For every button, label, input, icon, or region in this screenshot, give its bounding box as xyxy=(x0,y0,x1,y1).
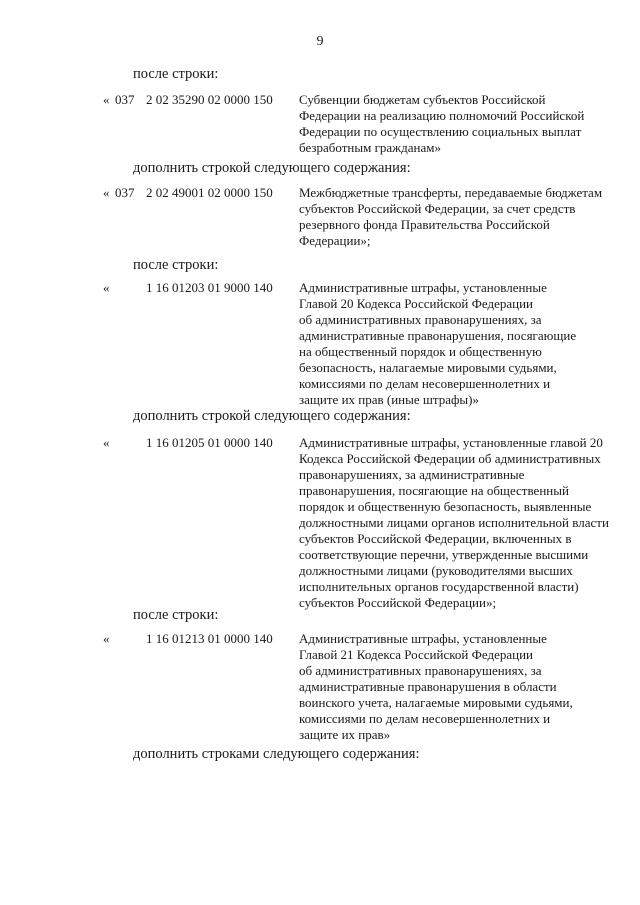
description-line: административные правонарушения в области xyxy=(299,679,557,694)
description-line: об административных правонарушениях, за xyxy=(299,663,542,678)
budget-code: 1 16 01213 01 0000 140 xyxy=(146,631,273,646)
description-line: об административных правонарушениях, за xyxy=(299,312,542,327)
opening-quote: « xyxy=(103,280,110,295)
row-description xyxy=(299,280,599,408)
page-number: 9 xyxy=(316,34,324,49)
description-line: резервного фонда Правительства Российской xyxy=(299,217,550,232)
description-line: исполнительных органов государственной власти) xyxy=(299,579,579,594)
row-description xyxy=(299,92,599,156)
description-line: порядок и общественную безопасность, выявленные xyxy=(299,499,592,514)
opening-quote: « xyxy=(103,631,110,646)
description-line: Федерации»; xyxy=(299,233,371,248)
description-line: воинского учета, налагаемые мировыми судьями, xyxy=(299,695,573,710)
description-line: комиссиями по делам несовершеннолетних и xyxy=(299,711,551,726)
description-line: безопасность, налагаемые мировыми судьями, xyxy=(299,360,557,375)
heading-after-line: после строки: xyxy=(133,607,219,623)
opening-quote: « xyxy=(103,435,110,450)
budget-code: 2 02 35290 02 0000 150 xyxy=(146,92,273,107)
description-line: должностными лицами органов исполнительной власти xyxy=(299,515,609,530)
admin-code: 037 xyxy=(115,92,135,107)
budget-code: 1 16 01205 01 0000 140 xyxy=(146,435,273,450)
description-line: защите их прав (иные штрафы)» xyxy=(299,392,480,407)
description-line: Кодекса Российской Федерации об административных xyxy=(299,451,601,466)
description-line: административные правонарушения, посягающие xyxy=(299,328,577,343)
description-line: субъектов Российской Федерации»; xyxy=(299,595,497,610)
heading-add-line: дополнить строкой следующего содержания: xyxy=(133,408,411,424)
description-line: Главой 21 Кодекса Российской Федерации xyxy=(299,647,533,662)
opening-quote: « xyxy=(103,185,110,200)
description-line: Межбюджетные трансферты, передаваемые бюджетам xyxy=(299,185,603,200)
row-description xyxy=(299,185,603,249)
heading-add-lines: дополнить строками следующего содержания: xyxy=(133,746,420,762)
description-line: должностными лицами (руководителями высших xyxy=(299,563,573,578)
description-line: Федерации по осуществлению социальных выплат xyxy=(299,124,582,139)
opening-quote: « xyxy=(103,92,110,107)
description-line: Административные штрафы, установленные xyxy=(299,631,547,646)
description-line: безработным гражданам» xyxy=(299,140,441,155)
description-line: правонарушениях, за административные xyxy=(299,467,525,482)
row-description xyxy=(299,631,599,743)
heading-after-line: после строки: xyxy=(133,66,219,82)
description-line: комиссиями по делам несовершеннолетних и xyxy=(299,376,551,391)
row-description xyxy=(299,435,609,611)
description-line: на общественный порядок и общественную xyxy=(299,344,542,359)
heading-after-line: после строки: xyxy=(133,257,219,273)
description-line: Административные штрафы, установленные xyxy=(299,280,547,295)
description-line: соответствующие перечни, утвержденные высшими xyxy=(299,547,589,562)
description-line: Административные штрафы, установленные главой 20 xyxy=(299,435,603,450)
budget-code: 2 02 49001 02 0000 150 xyxy=(146,185,273,200)
description-line: Главой 20 Кодекса Российской Федерации xyxy=(299,296,533,311)
description-line: субъектов Российской Федерации, за счет средств xyxy=(299,201,576,216)
description-line: Субвенции бюджетам субъектов Российской xyxy=(299,92,546,107)
budget-code: 1 16 01203 01 9000 140 xyxy=(146,280,273,295)
description-line: Федерации на реализацию полномочий Российской xyxy=(299,108,585,123)
heading-add-line: дополнить строкой следующего содержания: xyxy=(133,160,411,176)
description-line: защите их прав» xyxy=(299,727,391,742)
admin-code: 037 xyxy=(115,185,135,200)
description-line: субъектов Российской Федерации, включенных в xyxy=(299,531,572,546)
description-line: правонарушения, посягающие на общественный xyxy=(299,483,569,498)
